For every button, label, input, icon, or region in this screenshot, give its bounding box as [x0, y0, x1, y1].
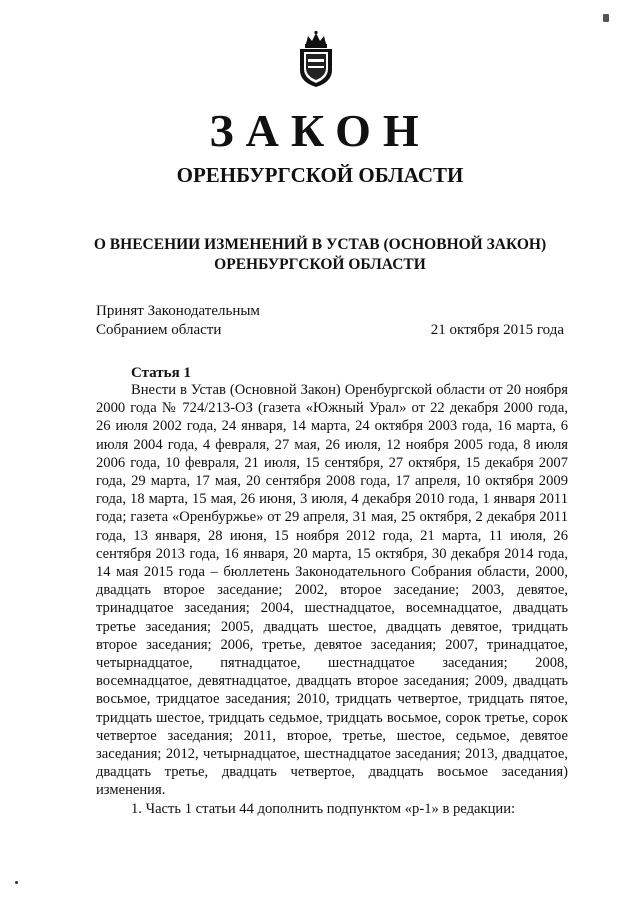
document-subject [0, 235, 640, 275]
subject-line-1: О ВНЕСЕНИИ ИЗМЕНЕНИЙ В УСТАВ (ОСНОВНОЙ ЗАКОН) [93, 236, 547, 253]
staple-mark [603, 14, 609, 22]
article-body [96, 381, 568, 818]
article-paragraph-1: Внести в Устав (Основной Закон) Оренбургской области от 20 ноября 2000 года № 724/213-ОЗ (газета «Южный Урал» от 22 декабря 2000 года, 26 июля 2002 года, 24 января, 14 марта, 24 октября 2003 года, 16 марта, 6 июля 2004 года, 4 февраля, 27 мая, 26 июля, 12 ноября 2005 года, 8 июля 2006 года, 10 февраля, 21 июля, 15 сентября, 27 октября, 15 декабря 2007 года, 29 марта, 17 мая, 20 сентября 2008 года, 17 апреля, 10 октября 2009 года, 18 марта, 15 мая, 26 июня, 3 июля, 4 декабря 2010 года, 1 января 2011 года; газета «Оренбуржье» от 29 апреля, 31 мая, 25 октября, 2 декабря 2011 года, 13 января, 28 июня, 15 ноября 2012 года, 21 марта, 11 июля, 26 сентября 2013 года, 16 января, 20 марта, 15 октября, 30 декабря 2014 года, 14 мая 2015 года – бюллетень Законодательного Собрания области, 2000, двадцать второе заседание; 2002, второе заседание; 2003, девятое, тринадцатое заседания; 2004, шестнадцатое, восемнадцатое, двадцать третье заседания; 2005, двадцать шестое, двадцать девятое, тридцать второе заседания; 2006, третье, девятое заседания; 2007, тринадцатое, четырнадцатое, пятнадцатое, шестнадцатое заседания; 2008, восемнадцатое, девятнадцатое, двадцать второе заседания; 2009, двадцать восьмое, тридцатое заседания; 2010, тридцать четвертое, тридцать пятое, тридцать шестое, тридцать седьмое, тридцать восьмое, сорок третье, сорок четвертое заседания; 2011, второе, третье, шестое, седьмое, девятое заседания; 2012, четырнадцатое, шестнадцатое заседания; 2013, двадцатое, двадцать третье, двадцать четвертое, двадцать восьмое заседания) изменения. [96, 382, 568, 799]
adopted-line-2: Собранием области [96, 322, 222, 338]
region-title: ОРЕНБУРГСКОЙ ОБЛАСТИ [176, 163, 464, 187]
adopted-line-1: Принят Законодательным [96, 303, 260, 319]
subject-line-2: ОРЕНБУРГСКОЙ ОБЛАСТИ [214, 256, 426, 273]
coat-of-arms-icon [296, 30, 336, 88]
adoption-authority [96, 302, 260, 340]
article-title: Статья 1 [131, 365, 191, 381]
article-paragraph-2: 1. Часть 1 статьи 44 дополнить подпунктом «р-1» в редакции: [131, 800, 516, 817]
adoption-date: 21 октября 2015 года [430, 322, 564, 338]
law-title: ЗАКОН [209, 105, 431, 156]
scan-speck [15, 881, 18, 884]
